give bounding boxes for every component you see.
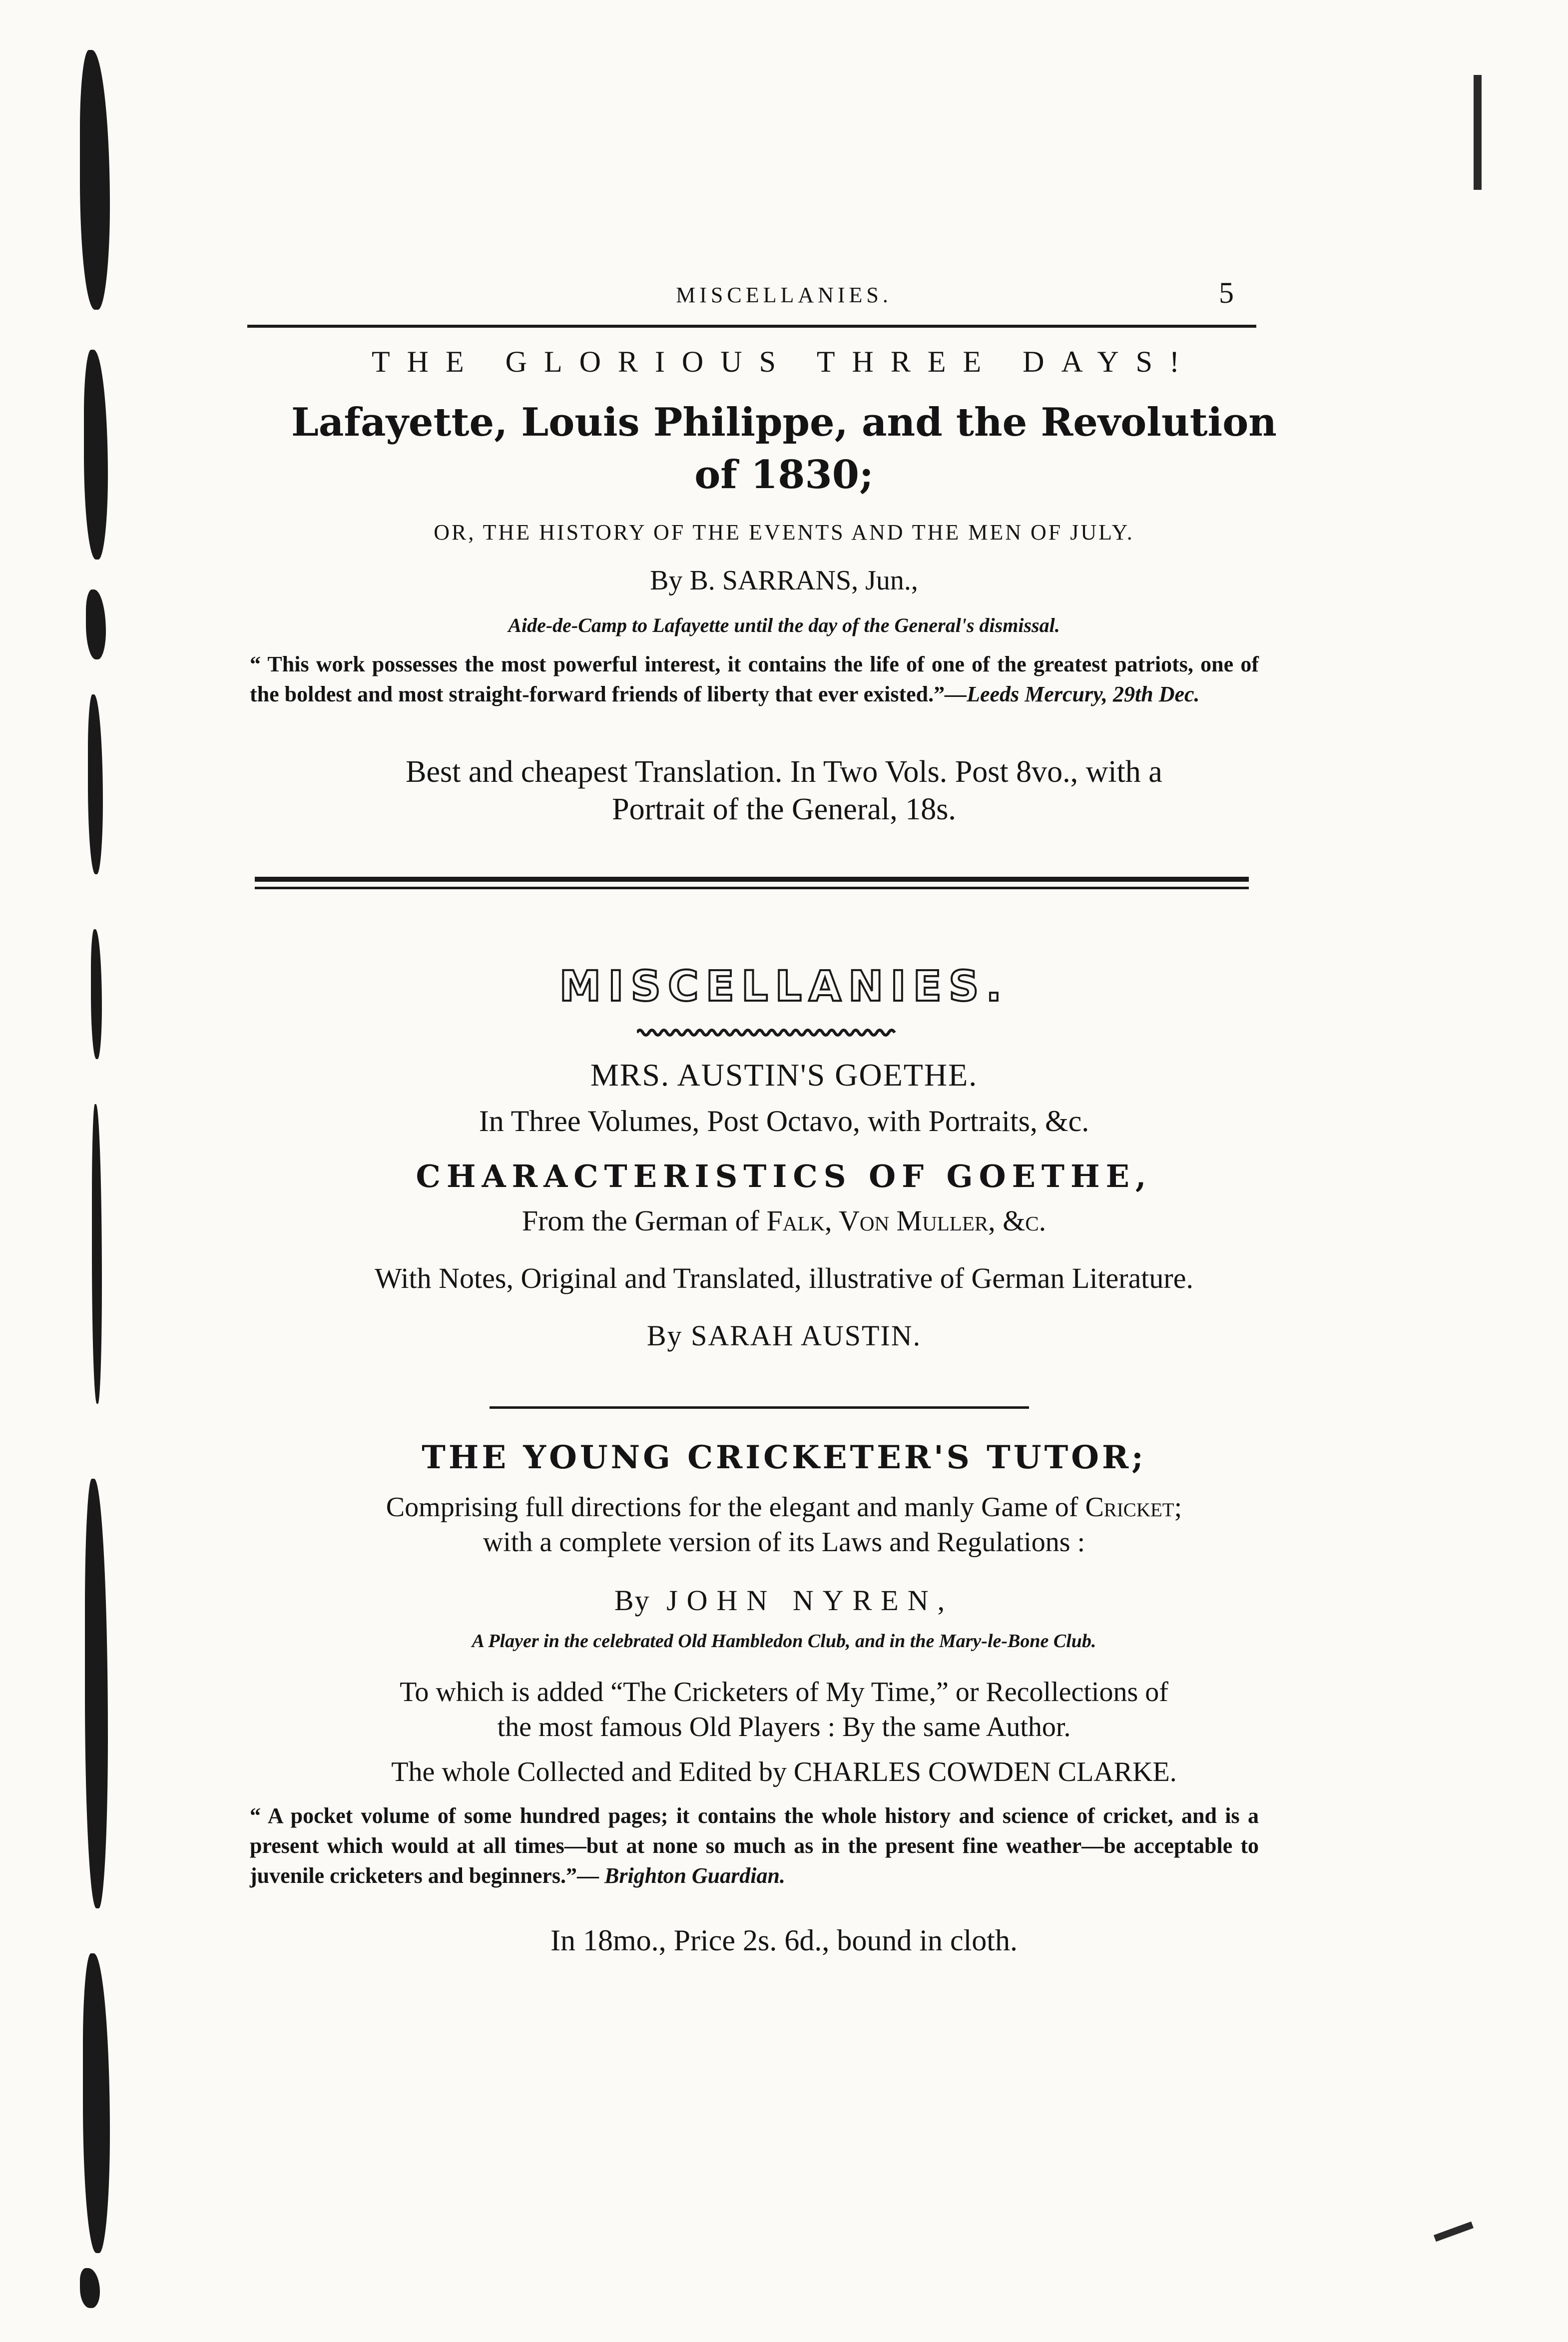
scan-mark-right xyxy=(1474,75,1482,190)
book3-quote-source: Brighton Guardian. xyxy=(604,1863,785,1888)
book3-added-line1: To which is added “The Cricketers of My Time,” or Recollections of xyxy=(400,1677,1168,1708)
ornamental-squiggle xyxy=(637,1027,897,1039)
book1-by: By xyxy=(650,565,683,596)
book3-quote xyxy=(250,1801,1259,1891)
book3-desc-line1 xyxy=(0,1491,1568,1523)
book1-quote-source: —Leeds Mercury, 29th Dec. xyxy=(945,682,1200,706)
book1-price-line2: Portrait of the General, 18s. xyxy=(612,792,956,826)
book3-editor: The whole Collected and Edited by CHARLES COWDEN CLARKE. xyxy=(391,1756,1177,1787)
book1-banner: THE GLORIOUS THREE DAYS! xyxy=(371,345,1197,378)
book1-quote xyxy=(250,649,1259,709)
section-heading: MISCELLANIES. xyxy=(559,962,1009,1011)
book3-desc-line1-game: Cricket; xyxy=(1085,1492,1182,1523)
book2-source xyxy=(0,1204,1568,1237)
short-rule xyxy=(490,1406,1029,1409)
book3-added-line2: the most famous Old Players : By the same Author. xyxy=(497,1712,1071,1743)
book3-by: By xyxy=(614,1584,650,1617)
book2-author: SARAH AUSTIN. xyxy=(691,1319,922,1352)
book1-author-note: Aide-de-Camp to Lafayette until the day of the General's dismissal. xyxy=(508,614,1060,636)
book3-author: JOHN NYREN, xyxy=(666,1584,954,1617)
page-number: 5 xyxy=(1219,276,1234,309)
book1-title-line2: of 1830; xyxy=(694,452,874,498)
book3-author-note: A Player in the celebrated Old Hambledon Club, and in the Mary-le-Bone Club. xyxy=(472,1631,1096,1652)
book1-byline xyxy=(0,565,1568,596)
book3-byline xyxy=(0,1584,1568,1617)
header-rule xyxy=(247,325,1256,328)
book1-author: B. SARRANS, Jun., xyxy=(689,565,918,596)
book2-notes: With Notes, Original and Translated, illustrative of German Literature. xyxy=(375,1262,1193,1294)
section-rule-top xyxy=(255,877,1249,882)
book2-title: MRS. AUSTIN'S GOETHE. xyxy=(590,1057,978,1093)
book2-subtitle: CHARACTERISTICS OF GOETHE, xyxy=(416,1158,1152,1194)
book2-format: In Three Volumes, Post Octavo, with Portraits, &c. xyxy=(479,1105,1089,1138)
book3-desc-line2: with a complete version of its Laws and Regulations : xyxy=(483,1527,1085,1558)
book2-source-prefix: From the German of xyxy=(522,1204,767,1237)
book3-price: In 18mo., Price 2s. 6d., bound in cloth. xyxy=(550,1924,1018,1957)
book2-byline xyxy=(0,1319,1568,1352)
running-title: MISCELLANIES. xyxy=(676,283,892,307)
book3-title: THE YOUNG CRICKETER'S TUTOR; xyxy=(422,1439,1146,1476)
book2-source-names: Falk, Von Muller, &c. xyxy=(766,1204,1046,1237)
section-rule-bottom xyxy=(255,887,1249,889)
book1-title-line1: Lafayette, Louis Philippe, and the Revolution xyxy=(291,400,1277,445)
book2-by: By xyxy=(646,1319,683,1352)
book1-price-line1: Best and cheapest Translation. In Two Vols. Post 8vo., with a xyxy=(406,755,1162,789)
book3-desc-line1-text: Comprising full directions for the elegant and manly Game of xyxy=(386,1492,1085,1523)
book1-subtitle: OR, THE HISTORY OF THE EVENTS AND THE MEN OF JULY. xyxy=(434,520,1134,545)
book3-quote-text: “ A pocket volume of some hundred pages; it contains the whole history and science of cricket, and is a present which would at all times—but at none so much as in the present fine weather—be acceptable to juvenile cricketers and beginners.”— xyxy=(250,1803,1259,1888)
scan-mark-right-bottom xyxy=(1434,2222,1474,2242)
book1-quote-text: “ This work possesses the most powerful interest, it contains the life of one of the greatest patriots, one of the boldest and most straight-forward friends of liberty that ever existed.” xyxy=(250,652,1259,706)
